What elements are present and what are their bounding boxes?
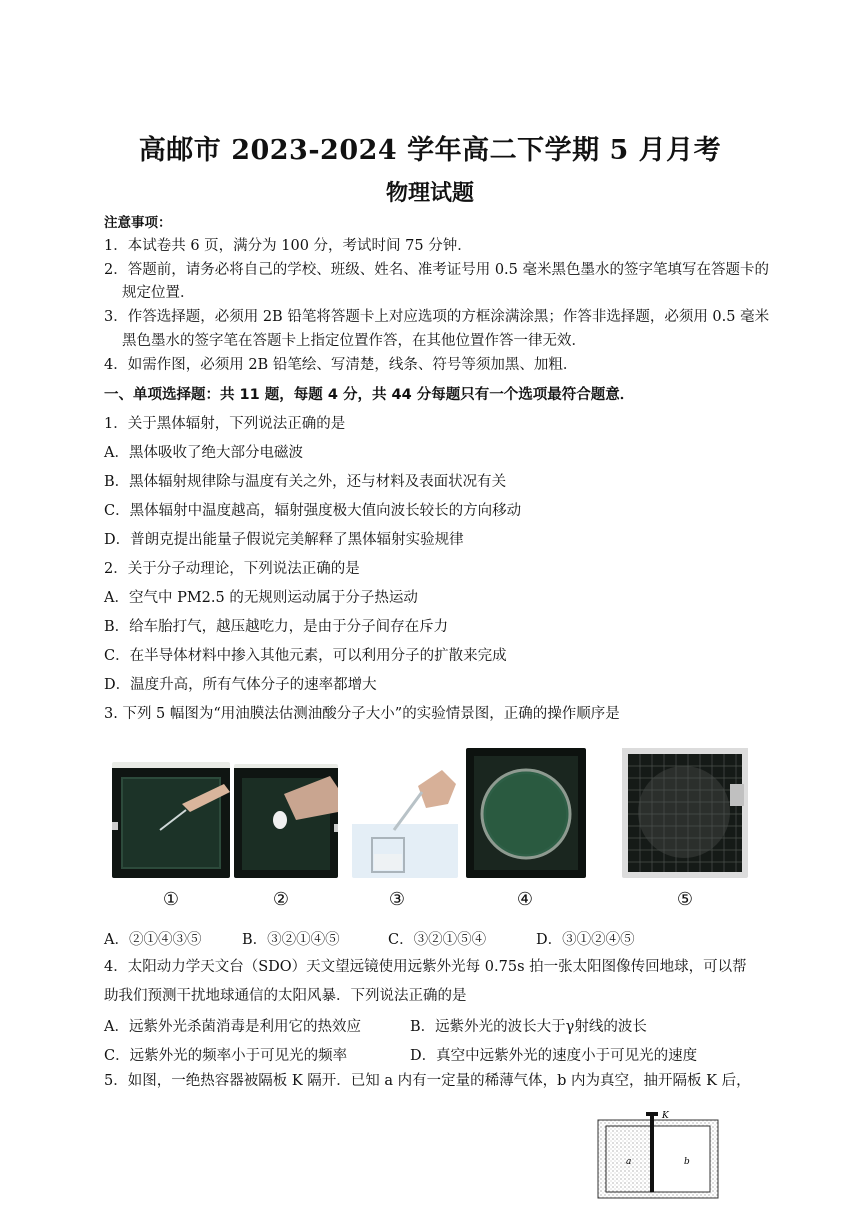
photo-label-2: ②	[272, 889, 290, 910]
q4-option-b: B．远紫外光的波长大于γ射线的波长	[410, 1019, 647, 1035]
grid-tracing-illustration	[622, 744, 748, 878]
label-k: K	[662, 1111, 669, 1121]
q4-option-a: A．远紫外光杀菌消毒是利用它的热效应	[104, 1019, 361, 1035]
notice-item-2: 2．答题前，请务必将自己的学校、班级、姓名、准考证号用 0.5 毫米黑色墨水的签字笔填写在答题卡的	[104, 262, 769, 278]
q1-stem: 1．关于黑体辐射，下列说法正确的是	[104, 416, 346, 432]
label-a: a	[626, 1157, 632, 1167]
photo-label-3: ③	[388, 889, 406, 910]
notice-item-4: 4．如需作图，必须用 2B 铅笔绘、写清楚，线条、符号等须加黑、加粗．	[104, 357, 578, 373]
q4-stem-line2: 助我们预测干扰地球通信的太阳风暴．下列说法正确的是	[104, 988, 467, 1004]
label-b: b	[684, 1157, 690, 1167]
q4-option-d: D．真空中远紫外光的速度小于可见光的速度	[410, 1048, 698, 1064]
section-heading: 一、单项选择题：共 11 题，每题 4 分，共 44 分每题只有一个选项最符合题意．	[104, 387, 635, 403]
beaker-dropper-illustration	[352, 764, 458, 878]
photo-1-tray-dropper	[112, 762, 230, 878]
exam-subtitle: 物理试题	[385, 180, 474, 206]
q3-option-d: D．③①②④⑤	[536, 932, 635, 948]
q2-option-b: B．给车胎打气，越压越吃力，是由于分子间存在斥力	[104, 619, 449, 635]
q2-option-c: C．在半导体材料中掺入其他元素，可以利用分子的扩散来完成	[104, 648, 507, 664]
q1-option-c: C．黑体辐射中温度越高，辐射强度极大值向波长较长的方向移动	[104, 503, 522, 519]
q1-option-d: D．普朗克提出能量子假说完美解释了黑体辐射实验规律	[104, 532, 464, 548]
q2-option-d: D．温度升高，所有气体分子的速率都增大	[104, 677, 377, 693]
photo-label-1: ①	[162, 889, 180, 910]
q2-option-a: A．空气中 PM2.5 的无规则运动属于分子热运动	[104, 590, 418, 606]
tray-dropper-illustration	[112, 762, 230, 878]
q5-stem: 5．如图，一绝热容器被隔板 K 隔开．已知 a 内有一定量的稀薄气体，b 内为真空，抽开隔板 K 后，	[104, 1073, 751, 1089]
tray-powder-illustration	[234, 764, 338, 878]
q1-option-b: B．黑体辐射规律除与温度有关之外，还与材料及表面状况有关	[104, 474, 507, 490]
photo-label-4: ④	[516, 889, 534, 910]
notice-heading: 注意事项：	[104, 215, 172, 231]
q3-option-a: A．②①④③⑤	[104, 932, 202, 948]
notice-item-3-cont: 黑色墨水的签字笔在答题卡上指定位置作答，在其他位置作答一律无效．	[122, 333, 586, 349]
notice-item-1: 1．本试卷共 6 页，满分为 100 分，考试时间 75 分钟．	[104, 238, 472, 254]
q3-option-c: C．③②①⑤④	[388, 932, 487, 948]
q3-option-b: B．③②①④⑤	[242, 932, 340, 948]
q4-stem-line1: 4．太阳动力学天文台（SDO）天文望远镜使用远紫外光每 0.75s 拍一张太阳图像传回地球，可以帮	[104, 959, 747, 975]
q4-option-c: C．远紫外光的频率小于可见光的频率	[104, 1048, 348, 1064]
exam-title: 高邮市 2023-2024 学年高二下学期 5 月月考	[138, 135, 722, 166]
photo-3-beaker-dropper	[352, 764, 458, 878]
photo-label-5: ⑤	[676, 889, 694, 910]
photo-5-grid-tracing	[622, 744, 748, 878]
photo-2-tray-powder	[234, 764, 338, 878]
notice-item-2-cont: 规定位置．	[122, 285, 195, 301]
oil-film-illustration	[466, 748, 586, 878]
q5-container-figure	[596, 1106, 722, 1200]
container-diagram	[596, 1106, 722, 1200]
notice-item-3: 3．作答选择题，必须用 2B 铅笔将答题卡上对应选项的方框涂满涂黑；作答非选择题，必须用 0.5 毫米	[104, 309, 770, 325]
q3-stem: 3. 下列 5 幅图为“用油膜法估测油酸分子大小”的实验情景图，正确的操作顺序是	[104, 706, 620, 722]
photo-4-oil-film	[466, 748, 586, 878]
q2-stem: 2．关于分子动理论，下列说法正确的是	[104, 561, 360, 577]
q1-option-a: A．黑体吸收了绝大部分电磁波	[104, 445, 303, 461]
